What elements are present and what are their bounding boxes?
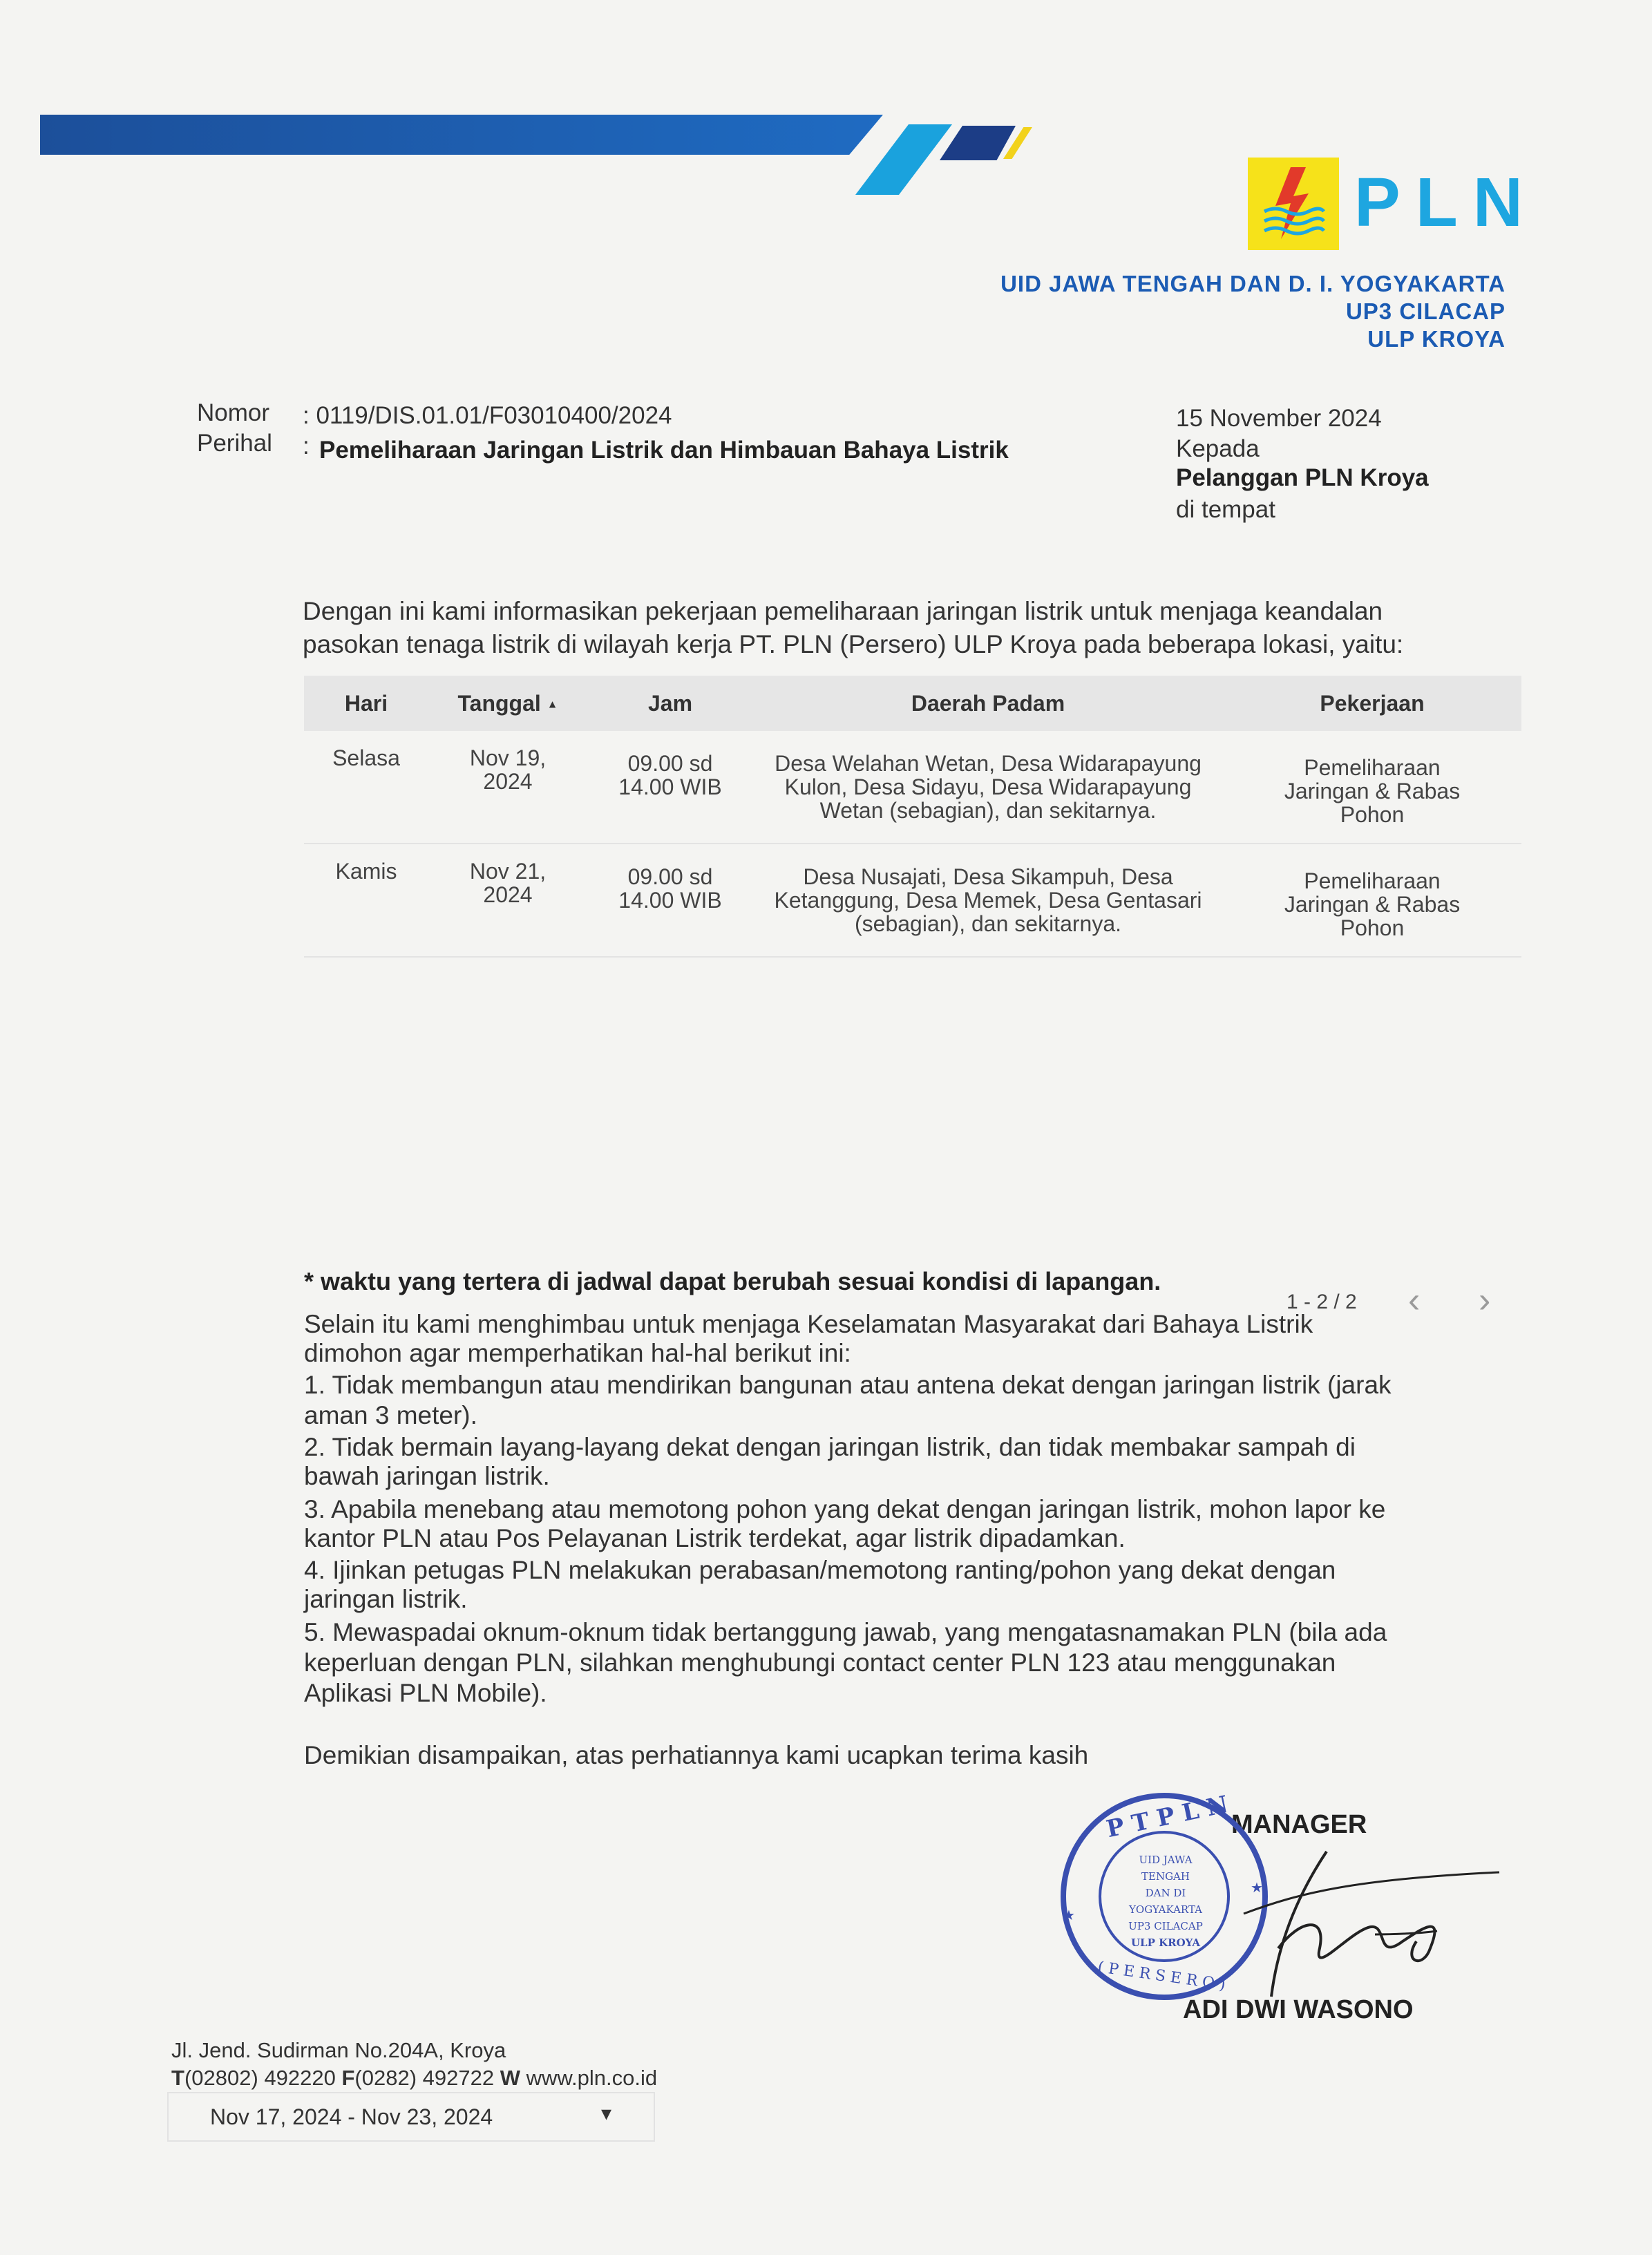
perihal-value: Pemeliharaan Jaringan Listrik dan Himbauan Bahaya Listrik xyxy=(319,437,1009,464)
footer-contacts: T(02802) 492220 F(0282) 492722 W www.pln.co.id xyxy=(171,2066,658,2090)
kepada-label: Kepada xyxy=(1176,435,1260,462)
body-line: 2. Tidak bermain layang-layang dekat dengan jaringan listrik, dan tidak membakar sampah di xyxy=(304,1433,1356,1461)
body-line: 1. Tidak membangun atau mendirikan bangunan atau antena dekat dengan jaringan listrik (jarak xyxy=(304,1371,1392,1399)
col-tanggal[interactable]: Tanggal ▲ xyxy=(428,676,587,731)
date-range-selector[interactable] xyxy=(167,2092,655,2142)
cell-jam: 09.00 sd 14.00 WIB xyxy=(587,844,753,957)
body-line: jaringan listrik. xyxy=(304,1585,468,1613)
stamp-inner-text: UID JAWA TENGAH DAN DI YOGYAKARTA UP3 CILACAP ULP KROYA xyxy=(1128,1854,1203,1949)
handwritten-signature xyxy=(1216,1831,1506,2010)
footer-address: Jl. Jend. Sudirman No.204A, Kroya xyxy=(171,2038,506,2062)
di-tempat: di tempat xyxy=(1176,496,1275,523)
col-daerah: Daerah Padam xyxy=(753,676,1223,731)
pln-logo-icon xyxy=(1248,158,1339,250)
cell-pekerjaan: Pemeliharaan Jaringan & Rabas Pohon xyxy=(1223,844,1521,957)
chevron-left-icon[interactable]: ‹ xyxy=(1408,1280,1421,1320)
cell-jam: 09.00 sd 14.00 WIB xyxy=(587,731,753,844)
letter-date: 15 November 2024 xyxy=(1176,405,1382,432)
header-stripe-accent xyxy=(855,124,952,195)
col-jam: Jam xyxy=(587,676,753,731)
cell-tanggal: Nov 19, 2024 xyxy=(428,731,587,844)
intro-line: Dengan ini kami informasikan pekerjaan pemeliharaan jaringan listrik untuk menjaga keandalan xyxy=(303,597,1383,625)
body-line: keperluan dengan PLN, silahkan menghubungi contact center PLN 123 atau menggunakan xyxy=(304,1648,1336,1677)
body-line: Aplikasi PLN Mobile). xyxy=(304,1679,547,1707)
closing-line: Demikian disampaikan, atas perhatiannya kami ucapkan terima kasih xyxy=(304,1741,1089,1769)
cell-tanggal: Nov 21, 2024 xyxy=(428,844,587,957)
recipient: Pelanggan PLN Kroya xyxy=(1176,464,1429,491)
body-line: 3. Apabila menebang atau memotong pohon yang dekat dengan jaringan listrik, mohon lapor ke xyxy=(304,1495,1386,1523)
perihal-label: Perihal xyxy=(197,430,272,457)
table-row xyxy=(304,844,1521,957)
body-line: dimohon agar memperhatikan hal-hal berikut ini: xyxy=(304,1339,851,1367)
signer-title: MANAGER xyxy=(1231,1810,1367,1839)
signer-name: ADI DWI WASONO xyxy=(1183,1995,1414,2024)
star-icon: ★ xyxy=(1251,1881,1263,1896)
nomor-label: Nomor xyxy=(197,399,270,426)
unit-line: ULP KROYA xyxy=(1367,326,1506,352)
cell-pekerjaan: Pemeliharaan Jaringan & Rabas Pohon xyxy=(1223,731,1521,844)
body-line: 5. Mewaspadai oknum-oknum tidak bertanggung jawab, yang mengatasnamakan PLN (bila ada xyxy=(304,1618,1387,1646)
header-stripe-accent xyxy=(940,126,1016,160)
cell-hari: Kamis xyxy=(304,844,428,957)
col-hari: Hari xyxy=(304,676,428,731)
schedule-note: * waktu yang tertera di jadwal dapat berubah sesuai kondisi di lapangan. xyxy=(304,1267,1161,1295)
body-line: aman 3 meter). xyxy=(304,1401,477,1429)
star-icon: ★ xyxy=(1063,1908,1075,1923)
intro-line: pasokan tenaga listrik di wilayah kerja PT. PLN (Persero) ULP Kroya pada beberapa lokasi, yaitu: xyxy=(303,630,1404,658)
chevron-down-icon[interactable]: ▾ xyxy=(601,2102,612,2125)
chevron-right-icon[interactable]: › xyxy=(1479,1280,1491,1320)
header-stripe xyxy=(40,115,883,155)
schedule-table xyxy=(304,676,1521,958)
stamp-top-text: P T P L N xyxy=(1103,1790,1231,1844)
date-range-label: Nov 17, 2024 - Nov 23, 2024 xyxy=(210,2104,493,2129)
brand-wordmark: PLN xyxy=(1354,164,1538,241)
unit-line: UP3 CILACAP xyxy=(1345,298,1506,324)
sort-icon[interactable]: ▲ xyxy=(547,698,558,711)
unit-line: UID JAWA TENGAH DAN D. I. YOGYAKARTA xyxy=(1000,271,1506,296)
table-row xyxy=(304,731,1521,844)
body-line: kantor PLN atau Pos Pelayanan Listrik terdekat, agar listrik dipadamkan. xyxy=(304,1524,1126,1552)
stamp-bottom-text: ( P E R S E R O ) xyxy=(1096,1959,1227,1994)
cell-daerah: Desa Welahan Wetan, Desa Widarapayung Kulon, Desa Sidayu, Desa Widarapayung Wetan (sebagian), dan sekitarnya. xyxy=(753,731,1223,844)
body-line: bawah jaringan listrik. xyxy=(304,1462,550,1490)
nomor-value: : 0119/DIS.01.01/F03010400/2024 xyxy=(303,402,672,429)
pagination-label: 1 - 2 / 2 xyxy=(1287,1291,1357,1313)
table-header-row xyxy=(304,676,1521,731)
col-pekerjaan: Pekerjaan xyxy=(1223,676,1521,731)
cell-hari: Selasa xyxy=(304,731,428,844)
cell-daerah: Desa Nusajati, Desa Sikampuh, Desa Ketanggung, Desa Memek, Desa Gentasari (sebagian), dan sekitarnya. xyxy=(753,844,1223,957)
body-line: 4. Ijinkan petugas PLN melakukan perabasan/memotong ranting/pohon yang dekat dengan xyxy=(304,1556,1336,1584)
body-line: Selain itu kami menghimbau untuk menjaga Keselamatan Masyarakat dari Bahaya Listrik xyxy=(304,1310,1313,1338)
perihal-colon: : xyxy=(303,432,310,459)
